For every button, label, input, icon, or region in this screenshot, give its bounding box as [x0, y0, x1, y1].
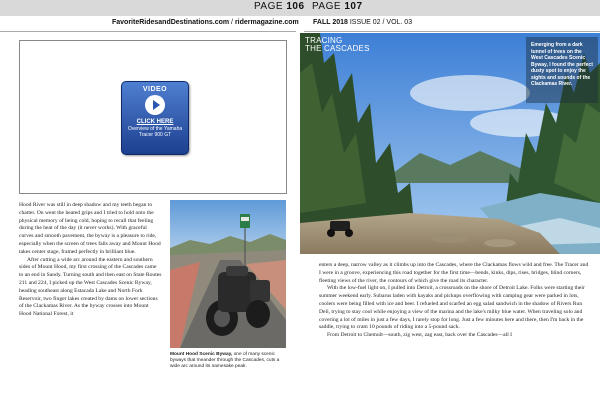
article-column-1	[19, 202, 162, 397]
paragraph: After cutting a wide arc around the eastern and southern sides of Mount Hood, my first crossing of the Cascades came to an end in Sandy. Turning south and then east on State Routes 211 and 224, I picked up the West Cascades Scenic Byway, heading southeast along Estacada Lake and North Fork Reservoir, two finger lakes created by dams on lower sections of the Clackamas River. As the byway crosses into Mount Hood National Forest, it	[19, 256, 162, 318]
paragraph: From Detroit to Chemult—south, zig west, zag east, back over the Cascades—all I	[327, 332, 513, 339]
motorcycle-photo-caption: Mount Hood Scenic Byway, one of many scenic byways that meander through the Cascades, cuts a wide arc around its namesake peak.	[170, 352, 280, 369]
paragraph: Hood River was still in deep shadow and my teeth began to chatter. On went the heated grips and I tried to hold onto the physical memory of being cold, hoping to recall that feeling during the heat of the day (it never works). With graceful curves and smooth pavement, the byway is a pleasure to ride, especially when the screen of trees falls away and Mount Hood takes center stage, framed perfectly in brilliant blue.	[19, 202, 161, 255]
video-box	[19, 40, 287, 194]
page-number-bar	[0, 0, 600, 16]
click-here-link[interactable]: CLICK HERE	[136, 119, 174, 125]
paragraph: enters a deep, narrow valley as it climbs up into the Cascades, where the Clackamas flows wild and free. The Tracer and I were in a groove, experiencing this road together for the first time—bends, kinks, dips, rises, bridges, blind corners, fleeting views of the river, the contours of which give the road its character.	[319, 262, 589, 284]
site-link-rider-magazine[interactable]: ridermagazine.com	[234, 19, 299, 26]
site-link-favorite-rides[interactable]: FavoriteRidesandDestinations.com	[112, 19, 230, 26]
header-rule-left	[0, 31, 296, 32]
video-play-button[interactable]	[121, 81, 189, 155]
play-icon[interactable]	[145, 95, 165, 115]
running-header-left: FavoriteRidesandDestinations.com / ridermagazine.com	[112, 19, 299, 26]
video-overview-text: Overview of the Yamaha Tracer 900 GT	[127, 126, 183, 138]
page-number-left: PAGE 106	[254, 1, 305, 12]
article-column-3	[319, 262, 589, 398]
section-title: TRACING THE CASCADES	[305, 36, 370, 53]
paragraph: With the low-fuel light on, I pulled into Detroit, a crossroads on the shore of Detroit Lake. Folks were starting their summer weekend early. Subarus laden with kayaks and pickups overflowing with camping gear were parked in lots, coolers were being filled with ice and beer. I refueled and scarfed an egg salad sandwich in the shadow of Rivers Run Deli, trying to stay cool while enjoying a view of the marina and the lake's milky blue water. When traveling solo and covering a lot of miles in just a few days, I rarely stop for long. Just a few minutes here and there, then I'm back in the saddle, trying to cram 10 pounds of riding into a 5-pound sack.	[319, 285, 585, 331]
motorcycle-photo	[170, 200, 286, 348]
running-header-right: FALL 2018 ISSUE 02 / VOL. 03	[313, 19, 413, 26]
river-photo-caption: Emerging from a dark tunnel of trees on the West Cascades Scenic Byway, I found the perfect dusty spot to enjoy the sights and sounds of the Clackamas River.	[531, 42, 593, 87]
header-rule-right	[304, 31, 600, 32]
video-title: VIDEO	[142, 86, 168, 93]
page-number-right: PAGE 107	[312, 1, 363, 12]
